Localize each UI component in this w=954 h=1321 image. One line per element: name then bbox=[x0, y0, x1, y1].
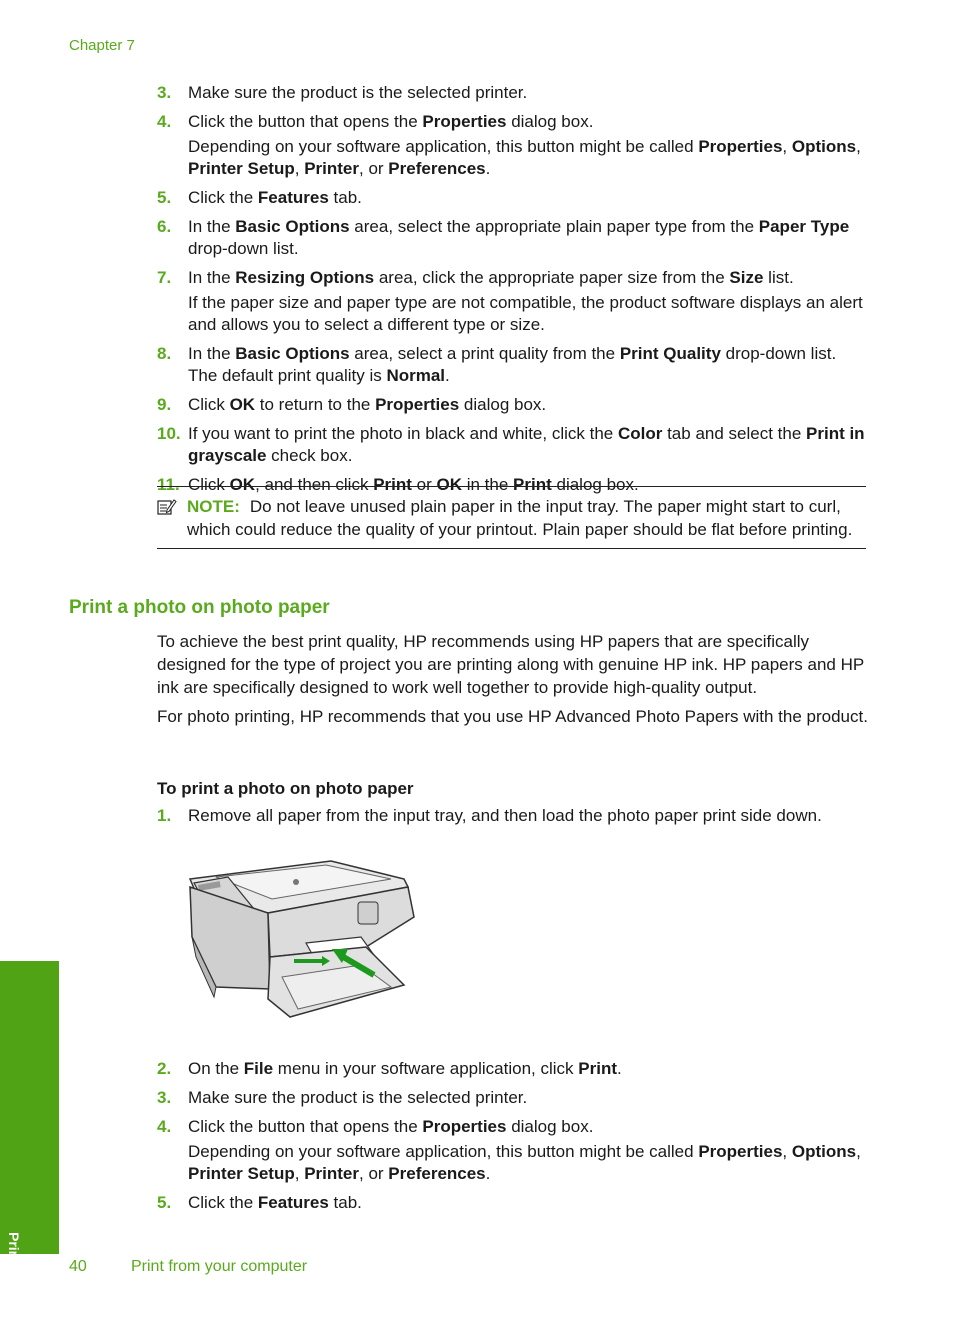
text-run: tab. bbox=[328, 1193, 362, 1212]
step-item bbox=[157, 805, 869, 827]
bold-term: Basic Options bbox=[235, 344, 350, 363]
footer-title: Print from your computer bbox=[131, 1258, 308, 1275]
steps-list-a bbox=[157, 82, 869, 503]
bold-term: Basic Options bbox=[235, 217, 350, 236]
chapter-header: Chapter 7 bbox=[69, 37, 135, 54]
text-run: to return to the bbox=[255, 395, 376, 414]
text-run: Click the bbox=[188, 1193, 258, 1212]
bold-term: Printer bbox=[304, 1164, 359, 1183]
bold-term: OK bbox=[229, 395, 256, 414]
bold-term: Print bbox=[373, 475, 412, 494]
bold-term: OK bbox=[229, 475, 256, 494]
bold-term: Color bbox=[617, 424, 663, 443]
text-run: area, select a print quality from the bbox=[349, 344, 620, 363]
step-item bbox=[157, 216, 869, 260]
step-text bbox=[188, 216, 869, 260]
text-run: tab. bbox=[328, 188, 362, 207]
text-run: drop-down list. The default print quality is bbox=[188, 344, 837, 385]
steps-list-b bbox=[157, 805, 869, 834]
bold-term: Features bbox=[257, 1193, 329, 1212]
text-run: Make sure the product is the selected printer. bbox=[188, 1088, 528, 1107]
step-text bbox=[188, 343, 869, 387]
text-run: , bbox=[294, 1164, 305, 1183]
text-run: list. bbox=[763, 268, 794, 287]
step-item bbox=[157, 343, 869, 387]
bold-term: Preferences bbox=[388, 1164, 486, 1183]
text-run: In the bbox=[188, 217, 236, 236]
text-run: On the bbox=[188, 1059, 244, 1078]
side-tab bbox=[0, 961, 59, 1254]
text-run: , bbox=[294, 159, 305, 178]
bold-term: Options bbox=[791, 1142, 857, 1161]
printer-load-paper-illustration bbox=[186, 857, 418, 1026]
text-run: in the bbox=[461, 475, 514, 494]
step-number: 4. bbox=[157, 1117, 172, 1136]
bold-term: Printer Setup bbox=[188, 159, 295, 178]
bold-term: Size bbox=[729, 268, 764, 287]
step-item bbox=[157, 111, 869, 180]
text-run: drop-down list. bbox=[188, 239, 299, 258]
text-run: Depending on your software application, this button might be called bbox=[188, 137, 699, 156]
text-run: . bbox=[485, 1164, 491, 1183]
bold-term: Printer bbox=[304, 159, 359, 178]
step-number: 5. bbox=[157, 1193, 172, 1212]
step-number: 10. bbox=[157, 424, 181, 443]
step-item bbox=[157, 1116, 869, 1185]
step-text bbox=[188, 82, 869, 104]
steps-list-c bbox=[157, 1058, 869, 1221]
text-run: Click bbox=[188, 395, 230, 414]
section-paragraph-2: For photo printing, HP recommends that you use HP Advanced Photo Papers with the product. bbox=[157, 707, 868, 726]
text-run: , bbox=[856, 1142, 861, 1161]
side-tab-label: Print bbox=[6, 1232, 22, 1264]
step-text bbox=[188, 1192, 869, 1214]
note-label: NOTE: bbox=[187, 497, 240, 516]
step-number: 4. bbox=[157, 112, 172, 131]
step-item bbox=[157, 1058, 869, 1080]
note-text: Do not leave unused plain paper in the input tray. The paper might start to curl, which could reduce the quality of your printout. Plain paper should be flat before printing. bbox=[187, 497, 853, 539]
step-text bbox=[188, 1116, 869, 1185]
text-run: , or bbox=[359, 159, 389, 178]
page-number: 40 bbox=[69, 1258, 87, 1275]
text-run: area, select the appropriate plain paper type from the bbox=[349, 217, 759, 236]
bold-term: Options bbox=[791, 137, 857, 156]
step-item bbox=[157, 1087, 869, 1109]
text-run: tab and select the bbox=[662, 424, 807, 443]
text-run: or bbox=[411, 475, 437, 494]
bold-term: Resizing Options bbox=[235, 268, 375, 287]
text-run: In the bbox=[188, 268, 236, 287]
text-run: . bbox=[485, 159, 491, 178]
text-run: Make sure the product is the selected printer. bbox=[188, 83, 528, 102]
step-number: 3. bbox=[157, 1088, 172, 1107]
step-item bbox=[157, 394, 869, 416]
step-text bbox=[188, 1087, 869, 1109]
bold-term: Features bbox=[257, 188, 329, 207]
step-number: 1. bbox=[157, 806, 172, 825]
step-number: 8. bbox=[157, 344, 172, 363]
text-run: Click the button that opens the bbox=[188, 112, 423, 131]
step-text bbox=[188, 111, 869, 180]
text-run: If you want to print the photo in black and white, click the bbox=[188, 424, 618, 443]
bold-term: Properties bbox=[698, 137, 783, 156]
step-item bbox=[157, 267, 869, 336]
text-run: , bbox=[856, 137, 861, 156]
text-run: In the bbox=[188, 344, 236, 363]
text-run: check box. bbox=[266, 446, 353, 465]
step-item bbox=[157, 423, 869, 467]
bold-term: Properties bbox=[422, 1117, 507, 1136]
section-title: Print a photo on photo paper bbox=[69, 597, 330, 618]
bold-term: Properties bbox=[422, 112, 507, 131]
step-number: 5. bbox=[157, 188, 172, 207]
section-paragraph-1: To achieve the best print quality, HP recommends using HP papers that are specifically designed for the type of project you are printing along with genuine HP ink. HP papers and HP ink are specifically designed to work well together to provide high-quality output. bbox=[157, 632, 864, 697]
step-text bbox=[188, 187, 869, 209]
procedure-title: To print a photo on photo paper bbox=[157, 779, 414, 798]
bold-term: Preferences bbox=[388, 159, 486, 178]
text-run: Depending on your software application, this button might be called bbox=[188, 1142, 699, 1161]
step-number: 9. bbox=[157, 395, 172, 414]
text-run: dialog box. bbox=[506, 112, 594, 131]
bold-term: Print in grayscale bbox=[188, 424, 865, 465]
step-number: 6. bbox=[157, 217, 172, 236]
bold-term: Printer Setup bbox=[188, 1164, 295, 1183]
step-number: 3. bbox=[157, 83, 172, 102]
step-text bbox=[188, 267, 869, 336]
bold-term: Properties bbox=[698, 1142, 783, 1161]
text-run: If the paper size and paper type are not compatible, the product software displays an alert and allows you to select a different type or size. bbox=[188, 293, 863, 334]
text-run: area, click the appropriate paper size from the bbox=[374, 268, 730, 287]
bold-term: Print bbox=[513, 475, 552, 494]
bold-term: Paper Type bbox=[758, 217, 850, 236]
text-run: Remove all paper from the input tray, and then load the photo paper print side down. bbox=[188, 806, 822, 825]
text-run: dialog box. bbox=[551, 475, 639, 494]
bold-term: Print Quality bbox=[619, 344, 721, 363]
bold-term: File bbox=[243, 1059, 274, 1078]
step-text bbox=[188, 805, 869, 827]
step-item bbox=[157, 82, 869, 104]
text-run: , bbox=[782, 137, 792, 156]
text-run: dialog box. bbox=[459, 395, 547, 414]
bold-term: Properties bbox=[375, 395, 460, 414]
text-run: Click bbox=[188, 475, 230, 494]
note-content bbox=[187, 495, 866, 541]
step-number: 7. bbox=[157, 268, 172, 287]
text-run: . bbox=[617, 1059, 622, 1078]
text-run: , or bbox=[359, 1164, 389, 1183]
bold-term: Print bbox=[578, 1059, 617, 1078]
text-run: Click the bbox=[188, 188, 258, 207]
step-number: 2. bbox=[157, 1059, 172, 1078]
step-item bbox=[157, 187, 869, 209]
step-number: 11. bbox=[157, 475, 180, 494]
text-run: Click the button that opens the bbox=[188, 1117, 423, 1136]
step-text bbox=[188, 394, 869, 416]
note-pencil-icon bbox=[157, 495, 187, 541]
note-box bbox=[157, 486, 866, 549]
step-subtext bbox=[188, 1141, 869, 1185]
bold-term: Normal bbox=[386, 366, 446, 385]
step-item bbox=[157, 1192, 869, 1214]
step-text bbox=[188, 423, 869, 467]
text-run: , and then click bbox=[255, 475, 374, 494]
step-subtext bbox=[188, 292, 869, 336]
text-run: . bbox=[445, 366, 450, 385]
bold-term: OK bbox=[436, 475, 462, 494]
step-subtext bbox=[188, 136, 869, 180]
text-run: , bbox=[782, 1142, 792, 1161]
step-text bbox=[188, 1058, 869, 1080]
text-run: menu in your software application, click bbox=[273, 1059, 579, 1078]
text-run: dialog box. bbox=[506, 1117, 594, 1136]
